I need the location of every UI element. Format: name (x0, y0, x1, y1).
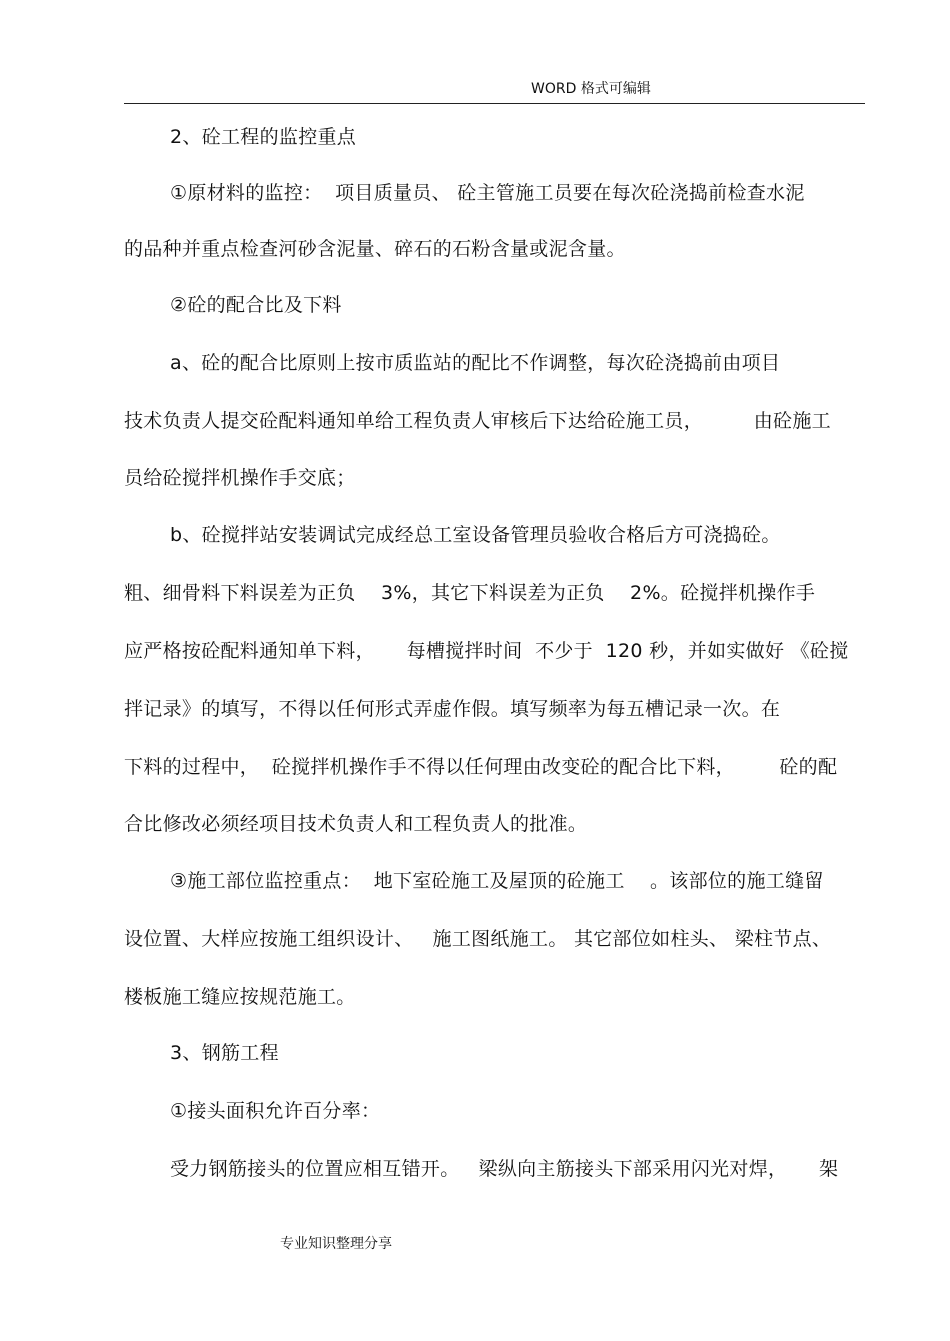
paragraph-line: 员给砼搅拌机操作手交底； (124, 467, 356, 489)
header-divider (124, 103, 865, 104)
subsection-heading: ②砼的配合比及下料 (170, 294, 342, 316)
paragraph-line: ①原材料的监控： 项目质量员、 砼主管施工员要在每次砼浇捣前检查水泥 (170, 182, 805, 204)
page-footer: 专业知识整理分享 (280, 1236, 392, 1252)
paragraph-line: 应严格按砼配料通知单下料， 每槽搅拌时间 不少于 120 秒，并如实做好 《砼搅 (124, 640, 849, 662)
paragraph-line: 下料的过程中， 砼搅拌机操作手不得以任何理由改变砼的配合比下料， 砼的配 (124, 756, 838, 778)
paragraph-line: b、砼搅拌站安装调试完成经总工室设备管理员验收合格后方可浇捣砼。 (170, 524, 781, 546)
section-heading-rebar: 3、钢筋工程 (170, 1042, 279, 1064)
subsection-heading: ①接头面积允许百分率： (170, 1100, 381, 1122)
paragraph-line: 的品种并重点检查河砂含泥量、碎石的石粉含量或泥含量。 (124, 238, 626, 260)
paragraph-line: 拌记录》的填写，不得以任何形式弄虚作假。填写频率为每五槽记录一次。在 (124, 698, 781, 720)
paragraph-line: 设位置、大样应按施工组织设计、 施工图纸施工。 其它部位如柱头、 梁柱节点、 (124, 928, 832, 950)
paragraph-line: 楼板施工缝应按规范施工。 (124, 986, 356, 1008)
section-heading-concrete: 2、砼工程的监控重点 (170, 126, 357, 148)
page-header: WORD 格式可编辑 (531, 81, 651, 97)
paragraph-line: a、砼的配合比原则上按市质监站的配比不作调整，每次砼浇捣前由项目 (170, 352, 781, 374)
paragraph-line: ③施工部位监控重点： 地下室砼施工及屋顶的砼施工 。该部位的施工缝留 (170, 870, 824, 892)
paragraph-line: 粗、细骨料下料误差为正负 3%，其它下料误差为正负 2%。砼搅拌机操作手 (124, 582, 816, 604)
paragraph-line: 受力钢筋接头的位置应相互错开。 梁纵向主筋接头下部采用闪光对焊， 架 (170, 1158, 839, 1180)
paragraph-line: 合比修改必须经项目技术负责人和工程负责人的批准。 (124, 813, 588, 835)
paragraph-line: 技术负责人提交砼配料通知单给工程负责人审核后下达给砼施工员， 由砼施工 (124, 410, 831, 432)
